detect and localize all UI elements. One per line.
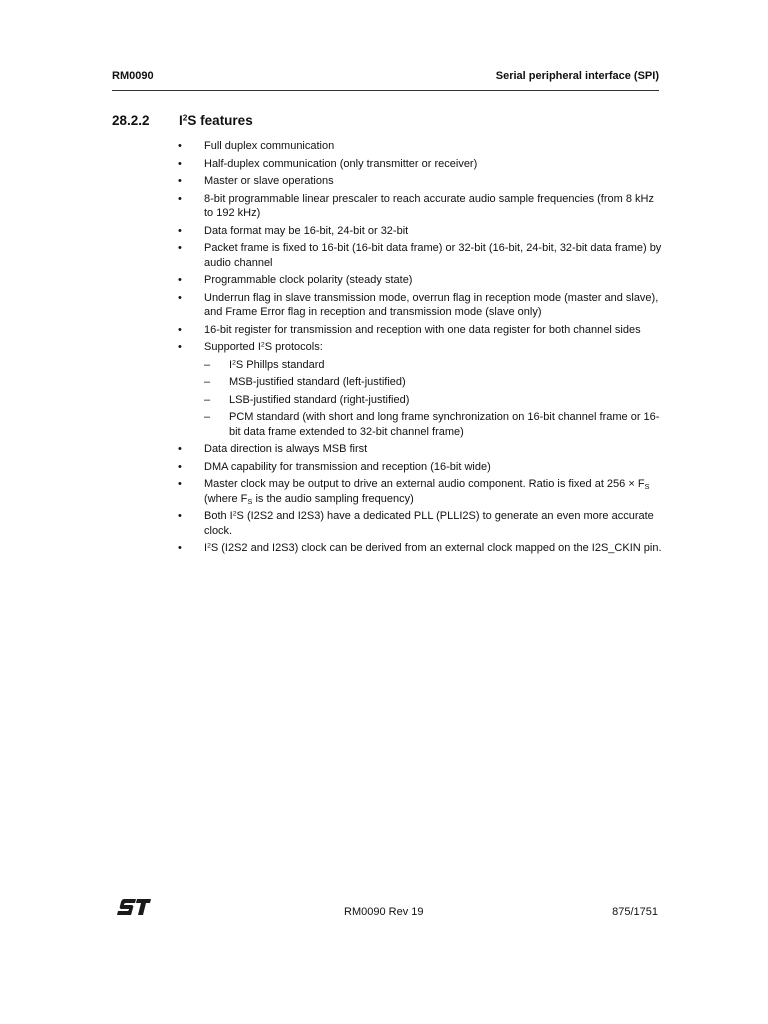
superscript: 2 [232,510,237,518]
text-part: I [229,358,233,371]
section-title-part: I [179,113,183,128]
list-item: • 8-bit programmable linear prescaler to reach accurate audio sample frequencies (from 8 kHz to 192 kHz) [178,192,662,221]
text-part: Both I [204,510,233,522]
protocol-sublist [204,358,662,440]
text-part: I [257,341,261,353]
text-part: I [204,542,208,554]
list-item: • Half-duplex communication (only transmitter or receiver) [178,157,662,172]
section-number: 28.2.2 [112,113,150,128]
section-title [179,113,253,128]
text-part: Supported [204,341,258,353]
text-part: S (I2S2 and I2S3) clock can be derived from an external clock mapped on the I2S_CKIN pin. [210,542,662,554]
subscript: S [247,496,253,506]
section-title-superscript: 2 [182,112,188,123]
list-item: • Data format may be 16-bit, 24-bit or 32-bit [178,224,662,239]
superscript: 2 [260,341,265,349]
footer-revision: RM0090 Rev 19 [344,906,424,918]
header-doc-id: RM0090 [112,70,154,82]
footer-page-number: 875/1751 [612,906,658,918]
list-item: • Underrun flag in slave transmission mode, overrun flag in reception mode (master and slave), and Frame Error flag in reception and transmission mode (slave only) [178,291,662,320]
st-logo-icon [114,897,152,917]
list-item: • DMA capability for transmission and reception (16-bit wide) [178,460,662,475]
sublist-item [204,358,662,373]
list-item-protocols [178,340,662,439]
header-divider [112,90,659,91]
text-part: Master clock may be output to drive an external audio component. Ratio is fixed at 256 × F [204,478,645,490]
feature-list [178,139,662,559]
list-item: • Packet frame is fixed to 16-bit (16-bit data frame) or 32-bit (16-bit, 24-bit, 32-bit data frame) by audio channel [178,241,662,270]
superscript: 2 [207,542,211,550]
list-item: • Programmable clock polarity (steady state) [178,273,662,288]
list-item [178,509,662,538]
header-chapter-title: Serial peripheral interface (SPI) [495,70,659,82]
list-item: • 16-bit register for transmission and reception with one data register for both channel sides [178,323,662,338]
superscript: 2 [232,358,236,366]
text-part: (where F [204,492,248,505]
text-part: S (I2S2 and I2S3) have a dedicated PLL (PLLI2S) to generate an even more accurate clock. [204,510,654,537]
list-item [178,477,662,506]
section-title-part: S features [187,113,253,128]
list-item: • Master or slave operations [178,174,662,189]
sublist-item: – PCM standard (with short and long frame synchronization on 16-bit channel frame or 16-bit data frame extended to 32-bit channel frame) [204,410,662,439]
page-header [112,70,659,86]
list-item [178,541,662,556]
text-part: S protocols: [264,341,323,353]
subscript: S [644,481,650,491]
text-part: is the audio sampling frequency) [252,492,414,505]
list-item: • Full duplex communication [178,139,662,154]
sublist-item: – MSB-justified standard (left-justified) [204,375,662,390]
list-item: • Data direction is always MSB first [178,442,662,457]
sublist-item: – LSB-justified standard (right-justified) [204,393,662,408]
text-part: S Phillps standard [235,358,325,371]
